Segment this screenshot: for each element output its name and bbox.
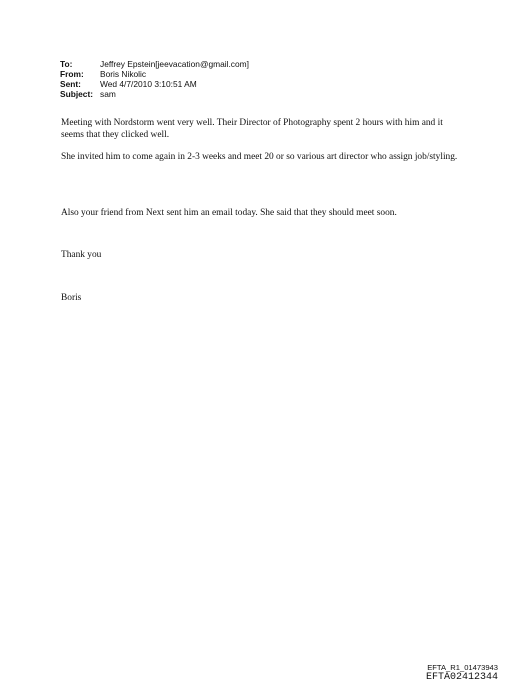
bates-number-primary: EFTA_R1_01473943 bbox=[427, 663, 498, 672]
subject-value: sam bbox=[100, 89, 116, 99]
to-value: Jeffrey Epstein[jeevacation@gmail.com] bbox=[100, 59, 249, 69]
body-paragraph-3: Also your friend from Next sent him an email today. She said that they should meet soon. bbox=[61, 208, 397, 218]
body-paragraph-2: She invited him to come again in 2-3 weeks and meet 20 or so various art director who assign job/styling. bbox=[61, 152, 458, 162]
bates-number-secondary: EFTA02412344 bbox=[425, 672, 498, 683]
to-label: To: bbox=[60, 59, 73, 69]
from-row bbox=[60, 69, 249, 79]
closing-line: Thank you bbox=[61, 250, 102, 260]
body-paragraph-1: Meeting with Nordstorm went very well. Their Director of Photography spent 2 hours with him and it seems that they clicked well. bbox=[61, 118, 443, 140]
sent-row bbox=[60, 79, 249, 89]
from-value: Boris Nikolic bbox=[100, 69, 147, 79]
subject-label: Subject: bbox=[60, 89, 94, 99]
sent-label: Sent: bbox=[60, 79, 81, 89]
email-header bbox=[60, 59, 249, 99]
subject-row bbox=[60, 89, 249, 99]
to-row bbox=[60, 59, 249, 69]
sent-value: Wed 4/7/2010 3:10:51 AM bbox=[100, 79, 197, 89]
from-label: From: bbox=[60, 69, 84, 79]
signature: Boris bbox=[61, 293, 82, 303]
